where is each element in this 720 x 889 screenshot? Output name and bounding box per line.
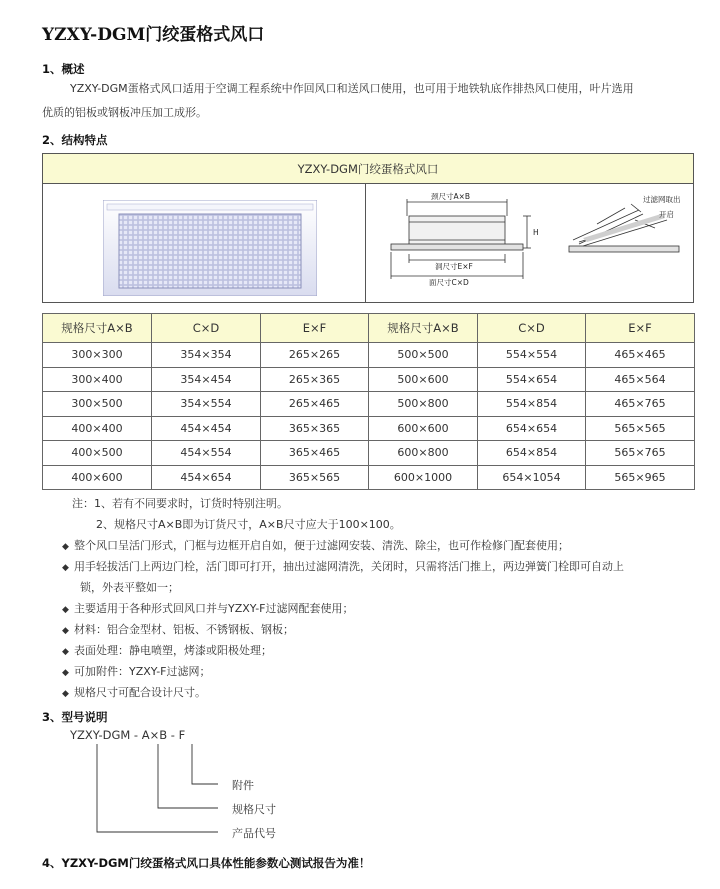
table-cell: 265×465 (261, 392, 369, 417)
figure-divider (365, 184, 366, 302)
overview-line-1: YZXY-DGM蛋格式风口适用于空调工程系统中作回风口和送风口使用，也可用于地铁轨底作排热风口使用，叶片选用 (70, 82, 634, 95)
section-3-heading: 3、型号说明 (42, 710, 108, 724)
hole-size-label: 洞尺寸E×F (435, 262, 473, 271)
table-cell: 300×400 (43, 367, 152, 392)
table-row (43, 416, 695, 441)
section-1-heading: 1、概述 (42, 62, 85, 76)
overview-line-2: 优质的铝板或钢板冲压加工成形。 (42, 106, 207, 119)
column-header: E×F (586, 314, 695, 343)
table-cell: 565×765 (586, 441, 695, 466)
feature-bullet: ◆ 可加附件：YZXY-F过滤网； (62, 661, 702, 684)
table-cell: 365×365 (261, 416, 369, 441)
diamond-icon: ◆ (62, 542, 69, 552)
diamond-icon: ◆ (62, 689, 69, 699)
open-label: 开启 (659, 210, 674, 219)
table-cell: 365×465 (261, 441, 369, 466)
diamond-icon: ◆ (62, 605, 69, 615)
table-cell: 354×354 (152, 343, 261, 368)
product-code-label: 产品代号 (232, 827, 276, 840)
feature-bullet: ◆ 规格尺寸可配合设计尺寸。 (62, 682, 702, 705)
accessory-label: 附件 (232, 779, 254, 792)
model-code: YZXY-DGM - A×B - F (70, 728, 186, 742)
diamond-icon: ◆ (62, 626, 69, 636)
table-cell: 465×765 (586, 392, 695, 417)
table-cell: 454×454 (152, 416, 261, 441)
table-cell: 354×554 (152, 392, 261, 417)
table-cell: 465×564 (586, 367, 695, 392)
diamond-icon: ◆ (62, 563, 69, 573)
column-header: C×D (478, 314, 586, 343)
table-cell: 600×800 (369, 441, 478, 466)
table-cell: 400×500 (43, 441, 152, 466)
table-cell: 654×1054 (478, 465, 586, 490)
table-cell: 600×600 (369, 416, 478, 441)
table-cell: 565×565 (586, 416, 695, 441)
table-cell: 500×600 (369, 367, 478, 392)
table-cell: 354×454 (152, 367, 261, 392)
filter-removal-label: 过滤网取出 (643, 195, 681, 204)
feature-bullet: ◆ 表面处理：静电喷塑，烤漆或阳极处理； (62, 640, 702, 663)
table-cell: 654×654 (478, 416, 586, 441)
table-cell: 365×565 (261, 465, 369, 490)
structure-figure-box (42, 153, 694, 303)
table-row (43, 343, 695, 368)
spec-size-label: 规格尺寸 (232, 803, 276, 816)
table-cell: 500×800 (369, 392, 478, 417)
height-label: H (533, 228, 539, 237)
table-row (43, 392, 695, 417)
feature-bullet-continuation: 锁，外表平整如一； (80, 581, 179, 594)
column-header: C×D (152, 314, 261, 343)
diamond-icon: ◆ (62, 647, 69, 657)
table-cell: 400×400 (43, 416, 152, 441)
section-drawing (373, 190, 689, 300)
column-header: 规格尺寸A×B (43, 314, 152, 343)
page-title: YZXY-DGM门绞蛋格式风口 (42, 25, 265, 45)
table-cell: 300×500 (43, 392, 152, 417)
note-2: 2、规格尺寸A×B即为订货尺寸，A×B尺寸应大于100×100。 (96, 518, 401, 531)
table-cell: 554×654 (478, 367, 586, 392)
face-size-label: 面尺寸C×D (429, 278, 469, 287)
table-cell: 554×854 (478, 392, 586, 417)
table-cell: 465×465 (586, 343, 695, 368)
table-cell: 265×265 (261, 343, 369, 368)
column-header: E×F (261, 314, 369, 343)
spec-table (42, 313, 695, 490)
feature-bullet: ◆ 主要适用于各种形式回风口并与YZXY-F过滤网配套使用； (62, 598, 702, 621)
table-row (43, 441, 695, 466)
diamond-icon: ◆ (62, 668, 69, 678)
table-cell: 265×365 (261, 367, 369, 392)
table-cell: 500×500 (369, 343, 478, 368)
table-header-row (43, 314, 695, 343)
table-cell: 454×554 (152, 441, 261, 466)
model-code-diagram (90, 742, 240, 838)
table-cell: 400×600 (43, 465, 152, 490)
table-cell: 554×554 (478, 343, 586, 368)
table-cell: 300×300 (43, 343, 152, 368)
note-1: 注：1、若有不同要求时，订货时特别注明。 (72, 497, 288, 510)
table-cell: 565×965 (586, 465, 695, 490)
section-2-heading: 2、结构特点 (42, 133, 108, 147)
table-row (43, 367, 695, 392)
figure-title: YZXY-DGM门绞蛋格式风口 (43, 154, 693, 184)
feature-bullet: ◆ 整个风口呈活门形式，门框与边框开启自如，便于过滤网安装、清洗、除尘，也可作检修门配套使用； (62, 535, 702, 558)
table-cell: 654×854 (478, 441, 586, 466)
neck-size-label: 颈尺寸A×B (431, 192, 471, 201)
product-photo (103, 200, 317, 296)
feature-bullet: ◆ 材料：铝合金型材、铝板、不锈钢板、钢板； (62, 619, 702, 642)
table-row (43, 465, 695, 490)
table-cell: 600×1000 (369, 465, 478, 490)
table-cell: 454×654 (152, 465, 261, 490)
feature-bullet: ◆ 用手轻拔活门上两边门栓，活门即可打开，抽出过滤网清洗，关闭时，只需将活门推上，两边弹簧门栓即可自动上 (62, 556, 702, 579)
column-header: 规格尺寸A×B (369, 314, 478, 343)
section-4-heading: 4、YZXY-DGM门绞蛋格式风口具体性能参数心测试报告为准！ (42, 856, 371, 870)
